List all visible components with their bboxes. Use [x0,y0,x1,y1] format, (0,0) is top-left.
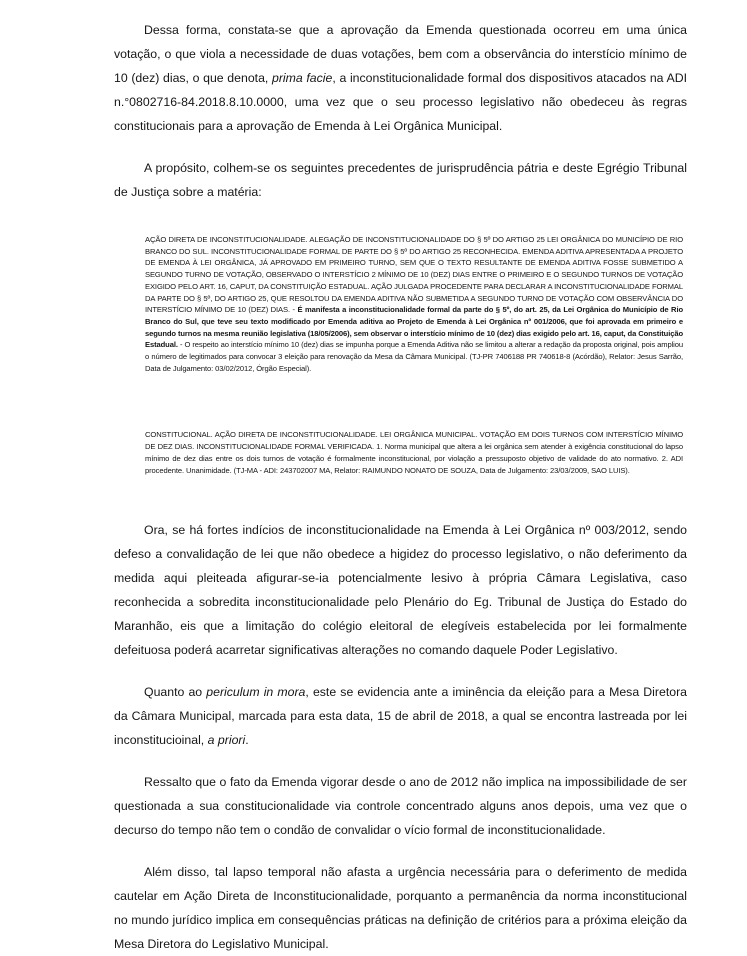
paragraph-4 [114,680,687,752]
jurisprudence-quote-1 [145,234,683,374]
paragraph-5 [114,770,687,842]
paragraph-4-start: Quanto ao [144,685,203,700]
paragraph-4-mid: , este se evidencia ante a iminência da eleição para a Mesa Diretora da Câmara Municipal, marcada para esta data, 15 de abril de 2018, a qual se encontra lastreada por lei inconstitucioinal, [114,685,688,748]
paragraph-4-italic-2: a priori [207,733,246,748]
paragraph-4-italic: periculum in mora [206,685,306,700]
quote-2-text: CONSTITUCIONAL. AÇÃO DIRETA DE INCONSTITUCIONALIDADE. LEI ORGÂNICA MUNICIPAL. VOTAÇÃO EM DOIS TURNOS COM INTERSTÍCIO MÍNIMO DE DEZ DIAS. INCONSTITUCIONALIDADE FORMAL VERIFICADA. 1. Norma municipal que altera a lei orgânica sem atender à exigência constitucional do lapso mínimo de dez dias entre os dois turnos de votação é formalmente inconstitucional, por violação a pressuposto objetivo de validade do ato normativo. 2. ADI procedente. Unanimidade. (TJ-MA - ADI: 243702007 MA, Relator: RAIMUNDO NONATO DE SOUZA, Data de Julgamento: 23/03/2009, SAO LUIS). [145,430,683,475]
paragraph-1-italic: prima facie [271,71,333,85]
quote-1-bold: É manifesta a inconstitucionalidade formal da parte do § 5º, do art. 25, da Lei Orgânica do Município de Rio Branco do Sul, que teve seu texto modificado por Emenda aditiva ao Projeto de Emenda à Lei Orgânica nº 001/2006, que foi aprovada em primeiro e segundo turnos na mesma reunião legislativa (18/05/2006), sem observar o interstício mínimo de 10 (dez) dias exigido pelo art. 16, caput, da Constituição Estadual. [145,305,683,350]
paragraph-4-end: . [245,733,249,748]
quote-1-text: AÇÃO DIRETA DE INCONSTITUCIONALIDADE. ALEGAÇÃO DE INCONSTITUCIONALIDADE DO § 5º DO ARTIGO 25 LEI ORGÂNICA DO MUNICÍPIO DE RIO BRANCO DO SUL. INCONSTITUCIONALIDADE FORMAL DE PARTE DO § 5º DO ARTIGO 25 RECONHECIDA. EMENDA ADITIVA APRESENTADA A PROJETO DE EMENDA À LEI ORGÂNICA, JÁ APROVADO EM PRIMEIRO TURNO, SEM QUE O TEXTO RESULTANTE DE EMENDA ADITIVA FOSSE SUBMETIDO A SEGUNDO TURNO DE VOTAÇÃO, OBSERVADO O INTERSTÍCIO 2 MÍNIMO DE 10 (DEZ) DIAS ENTRE O PRIMEIRO E O SEGUNDO TURNOS DE VOTAÇÃO EXIGIDO PELO ART. 16, CAPUT, DA CONSTITUIÇÃO ESTADUAL. AÇÃO JULGADA PROCEDENTE PARA DECLARAR A INCONSTITUCIONALIDADE FORMAL DA PARTE DO § 5º, DO ARTIGO 25, QUE RESOLTOU DA EMENDA ADITIVA NÃO SUBMETIDA A SEGUNDO TURNO DE VOTAÇÃO COM OBSERVÂNCIA DO INTERSTÍCIO MÍNIMO DE 10 (DEZ) DIAS. - [145,235,683,315]
paragraph-2-text: A propósito, colhem-se os seguintes precedentes de jurisprudência pátria e deste Egrégio Tribunal de Justiça sobre a matéria: [114,161,687,199]
paragraph-6-text: Além disso, tal lapso temporal não afasta a urgência necessária para o deferimento de medida cautelar em Ação Direta de Inconstitucionalidade, porquanto a permanência da norma inconstitucional no mundo jurídico implica em consequências práticas na definição de critérios para a próxima eleição da Mesa Diretora do Legislativo Municipal. [114,865,687,952]
paragraph-1-end: , a inconstitucionalidade formal dos dispositivos atacados na ADI n.°0802716-84.2018.8.10.0000, uma vez que o seu processo legislativo não obedeceu às regras constitucionais para a aprovação de Emenda à Lei Orgânica Municipal. [114,71,687,133]
paragraph-6 [114,860,687,956]
paragraph-3 [114,518,687,662]
jurisprudence-quote-2 [145,429,683,476]
paragraph-3-text: Ora, se há fortes indícios de inconstitucionalidade na Emenda à Lei Orgânica nº 003/2012, sendo defeso a convalidação de lei que não obedece a higidez do processo legislativo, o não deferimento da medida aqui pleiteada afigurar-se-ia potencialmente lesivo à própria Câmara Legislativa, caso reconhecida a sobredita inconstitucionalidade pelo Plenário do Eg. Tribunal de Justiça do Estado do Maranhão, eis que a limitação do colégio eleitoral de elegíveis estabelecida por lei formalmente defeituosa poderá acarretar significativas alterações no comando daquele Poder Legislativo. [114,523,687,658]
paragraph-2 [114,156,687,204]
quote-1-end: - O respeito ao interstício mínimo 10 (dez) dias se impunha porque a Emenda Aditiva não se limitou a alterar a redação da proposta original, pois ampliou o número de legitimados para convocar 3 eleição para renovação da Mesa da Câmara Municipal. (TJ-PR 7406188 PR 740618-8 (Acórdão), Relator: Jesus Sarrão, Data de Julgamento: 03/02/2012, Órgão Especial). [145,340,683,373]
paragraph-1 [114,18,687,138]
paragraph-5-text: Ressalto que o fato da Emenda vigorar desde o ano de 2012 não implica na impossibilidade de ser questionada a sua constitucionalidade via controle concentrado alguns anos depois, uma vez que o decurso do tempo não tem o condão de convalidar o vício formal de inconstitucionalidade. [114,775,687,838]
paragraph-1-text: Dessa forma, constata-se que a aprovação da Emenda questionada ocorreu em uma única votação, o que viola a necessidade de duas votações, bem com a observância do interstício mínimo de 10 (dez) dias, o que denota, [114,23,687,85]
